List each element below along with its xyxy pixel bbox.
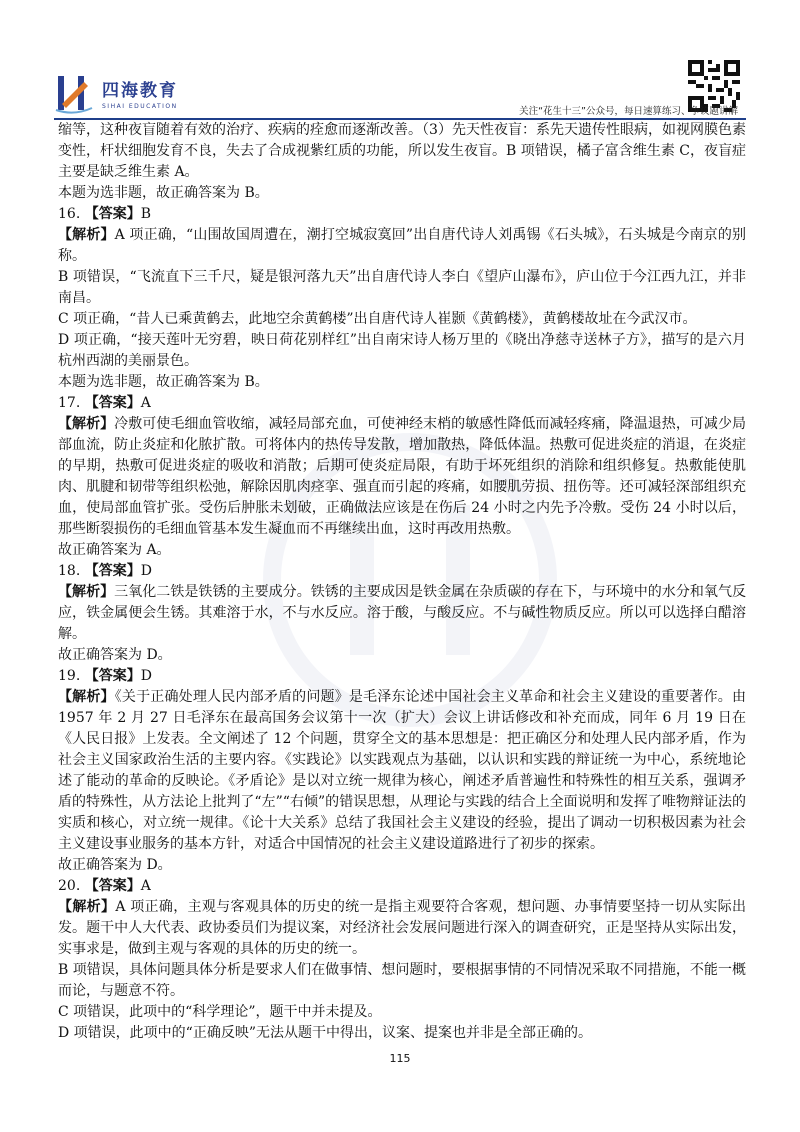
paragraph: 故正确答案为 D。 — [58, 857, 172, 873]
paragraph: D 项正确，“接天莲叶无穷碧，映日荷花别样红”出自南宋诗人杨万里的《晓出净慈寺送林子方》，描写的是六月杭州西湖的美丽景色。 — [58, 332, 746, 369]
paragraph — [58, 414, 746, 540]
analysis-text: 三氧化二铁是铁锈的主要成分。铁锈的主要成因是铁金属在杂质碳的存在下，与环境中的水分和氧气反应，铁金属便会生锈。其难溶于水，不与水反应。溶于酸，与酸反应。不与碱性物质反应。所以可以选择白醋溶解。 — [58, 584, 747, 642]
answer-value: A — [140, 878, 151, 894]
question-number: 17. — [58, 395, 81, 411]
answer-value: A — [140, 395, 151, 411]
answer-label: 【答案】 — [84, 563, 141, 579]
analysis-text: 冷敷可使毛细血管收缩，减轻局部充血，可使神经末梢的敏感性降低而减轻疼痛，降温退热，可减少局部血流，防止炎症和化脓扩散。可将体内的热传导发散，增加散热，降低体温。热敷可促进炎症的消退，在炎症的早期，热敷可促进炎症的吸收和消散；后期可使炎症局限，有助于坏死组织的消除和组织修复。热敷能使肌肉、肌腱和韧带等组织松弛，解除因肌肉痉挛、强直而引起的疼痛，如腰肌劳损、扭伤等。还可减轻深部组织充血，使局部血管扩张。受伤后肿胀未划破，正确做法应该是在伤后 24 小时之内先予冷敷。受伤 24 小时以后，那些断裂损伤的毛细血管基本发生凝血而不再继续出血，这时再改用热敷。 — [58, 416, 747, 537]
header-note: 关注“花生十三”公众号，每日速算练习、争议题讲解 — [519, 106, 738, 117]
analysis-label: 【解析】 — [58, 689, 115, 705]
paragraph: 故正确答案为 A。 — [58, 542, 171, 558]
answer-label: 【答案】 — [84, 395, 141, 411]
question-number: 20. — [58, 878, 81, 894]
brand-name-cn: 四海教育 — [102, 81, 178, 101]
answer-label: 【答案】 — [84, 668, 141, 684]
question-number: 18. — [58, 563, 81, 579]
analysis-text: 《关于正确处理人民内部矛盾的问题》是毛泽东论述中国社会主义革命和社会主义建设的重要著作。由 1957 年 2 月 27 日毛泽东在最高国务会议第十一次（扩大）会议上讲话修改和补充而成，同年 6 月 19 日在《人民日报》上发表。全文阐述了 12 个问题，贯穿全文的基本思想是：把正确区分和处理人民内部矛盾，作为社会主义国家政治生活的主要内容。《实践论》以实践观点为基础，以认识和实践的辩证统一为中心，系统地论述了能动的革命的反映论。《矛盾论》是以对立统一规律为核心，阐述矛盾普遍性和特殊性的相互关系，强调矛盾的特殊性，从方法论上批判了“左”“右倾”的错误思想，从理论与实践的结合上全面说明和发挥了唯物辩证法的实质和核心，对立统一规律。《论十大关系》总结了我国社会主义建设的经验，提出了调动一切积极因素为社会主义建设事业服务的基本方针，对适合中国情况的社会主义建设道路进行了初步的探索。 — [58, 689, 746, 852]
brand-name-en: SIHAI EDUCATION — [102, 103, 178, 110]
analysis-text: A 项正确，“山围故国周遭在，潮打空城寂寞回”出自唐代诗人刘禹锡《石头城》，石头城是今南京的别称。 — [58, 227, 747, 264]
paragraph — [58, 582, 746, 645]
answer-value: B — [140, 206, 152, 222]
question-number: 19. — [58, 668, 81, 684]
answer-value: D — [140, 668, 152, 684]
analysis-label: 【解析】 — [58, 584, 115, 600]
paragraph: 本题为选非题，故正确答案为 B。 — [58, 374, 269, 390]
paragraph: 故正确答案为 D。 — [58, 647, 172, 663]
brand-logo — [54, 70, 178, 116]
question-answer-line — [58, 561, 746, 582]
question-answer-line — [58, 204, 746, 225]
paragraph: 缩等，这种夜盲随着有效的治疗、疾病的痊愈而逐渐改善。（3）先天性夜盲：系先天遗传性眼病，如视网膜色素变性，杆状细胞发育不良，失去了合成视紫红质的功能，所以发生夜盲。B 项错误，橘子富含维生素 C，夜盲症主要是缺乏维生素 A。 — [58, 122, 746, 180]
analysis-label: 【解析】 — [58, 416, 115, 432]
answer-value: D — [140, 563, 152, 579]
document-body — [58, 120, 746, 1044]
analysis-label: 【解析】 — [58, 227, 115, 243]
answer-label: 【答案】 — [84, 878, 141, 894]
paragraph: C 项错误，此项中的“科学理论”，题干中并未提及。 — [58, 1004, 382, 1020]
question-number: 16. — [58, 206, 81, 222]
paragraph: 本题为选非题，故正确答案为 B。 — [58, 185, 269, 201]
paragraph — [58, 897, 746, 960]
question-answer-line — [58, 666, 746, 687]
logo-mark-icon — [54, 70, 94, 116]
paragraph: D 项错误，此项中的“正确反映”无法从题干中得出，议案、提案也并非是全部正确的。 — [58, 1025, 592, 1041]
paragraph: B 项错误，具体问题具体分析是要求人们在做事情、想问题时，要根据事情的不同情况采取不同措施，不能一概而论，与题意不符。 — [58, 962, 746, 999]
page-number: 115 — [389, 1052, 411, 1065]
paragraph: B 项错误，“飞流直下三千尺，疑是银河落九天”出自唐代诗人李白《望庐山瀑布》，庐山位于今江西九江，并非南昌。 — [58, 269, 746, 306]
paragraph — [58, 687, 746, 855]
paragraph — [58, 225, 746, 267]
paragraph: C 项正确，“昔人已乘黄鹤去，此地空余黄鹤楼”出自唐代诗人崔颢《黄鹤楼》，黄鹤楼故址在今武汉市。 — [58, 311, 697, 327]
analysis-text: A 项正确，主观与客观具体的历史的统一是指主观要符合客观，想问题、办事情要坚持一切从实际出发。题干中人大代表、政协委员们为提议案，对经济社会发展问题进行深入的调查研究，正是坚持从实际出发，实事求是，做到主观与客观的具体的历史的统一。 — [58, 899, 747, 957]
page-header — [0, 0, 800, 118]
analysis-label: 【解析】 — [58, 899, 116, 915]
question-answer-line — [58, 876, 746, 897]
answer-label: 【答案】 — [84, 206, 141, 222]
question-answer-line — [58, 393, 746, 414]
